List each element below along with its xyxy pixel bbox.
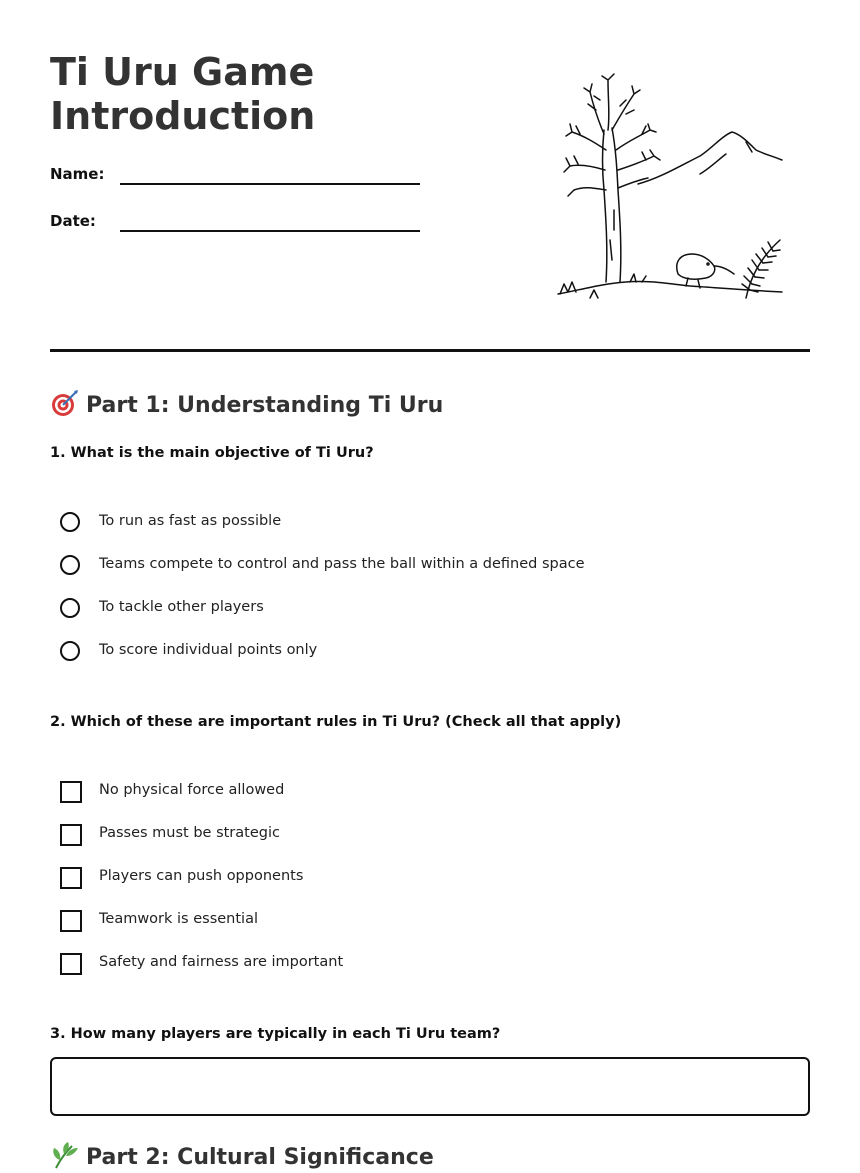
part2-title: Part 2: Cultural Significance [86, 1145, 434, 1170]
question-2: 2. Which of these are important rules in Ti Uru? (Check all that apply) [50, 714, 622, 730]
option-label: Passes must be strategic [99, 825, 280, 841]
page-title [50, 50, 470, 138]
q1-option-2[interactable] [60, 555, 800, 579]
option-label: Teams compete to control and pass the ball within a defined space [99, 556, 585, 572]
radio-button[interactable] [60, 641, 80, 661]
date-field[interactable] [120, 230, 420, 232]
question-3: 3. How many players are typically in each Ti Uru team? [50, 1026, 501, 1042]
name-field-row [50, 165, 420, 195]
date-label: Date: [50, 212, 96, 230]
worksheet-page [50, 0, 810, 1170]
q2-option-2[interactable] [60, 824, 800, 848]
part1-title: Part 1: Understanding Ti Uru [86, 393, 444, 418]
checkbox[interactable] [60, 781, 82, 803]
checkbox[interactable] [60, 910, 82, 932]
option-label: To score individual points only [99, 642, 318, 658]
checkbox[interactable] [60, 953, 82, 975]
option-label: To run as fast as possible [99, 513, 282, 529]
checkbox[interactable] [60, 867, 82, 889]
q1-option-3[interactable] [60, 598, 800, 622]
question-1: 1. What is the main objective of Ti Uru? [50, 445, 374, 461]
q1-option-1[interactable] [60, 512, 800, 536]
q2-option-3[interactable] [60, 867, 800, 891]
q2-option-4[interactable] [60, 910, 800, 934]
radio-button[interactable] [60, 555, 80, 575]
name-field[interactable] [120, 183, 420, 185]
radio-button[interactable] [60, 512, 80, 532]
radio-button[interactable] [60, 598, 80, 618]
tree-mountain-kiwi-fern-illustration [550, 70, 790, 310]
header-divider [50, 349, 810, 352]
title-line-2: Introduction [50, 94, 316, 138]
name-label: Name: [50, 165, 105, 183]
part2-heading [50, 1140, 434, 1173]
part1-heading [50, 388, 443, 421]
dart-target-icon [50, 388, 80, 418]
option-label: Teamwork is essential [99, 911, 258, 927]
checkbox[interactable] [60, 824, 82, 846]
q2-option-1[interactable] [60, 781, 800, 805]
q1-option-4[interactable] [60, 641, 800, 665]
q2-option-5[interactable] [60, 953, 800, 977]
option-label: No physical force allowed [99, 782, 285, 798]
option-label: Safety and fairness are important [99, 954, 344, 970]
option-label: To tackle other players [99, 599, 264, 615]
title-line-1: Ti Uru Game [50, 50, 315, 94]
herb-leaf-icon [50, 1140, 80, 1170]
option-label: Players can push opponents [99, 868, 304, 884]
team-size-answer-box[interactable] [50, 1057, 810, 1116]
date-field-row [50, 212, 420, 242]
